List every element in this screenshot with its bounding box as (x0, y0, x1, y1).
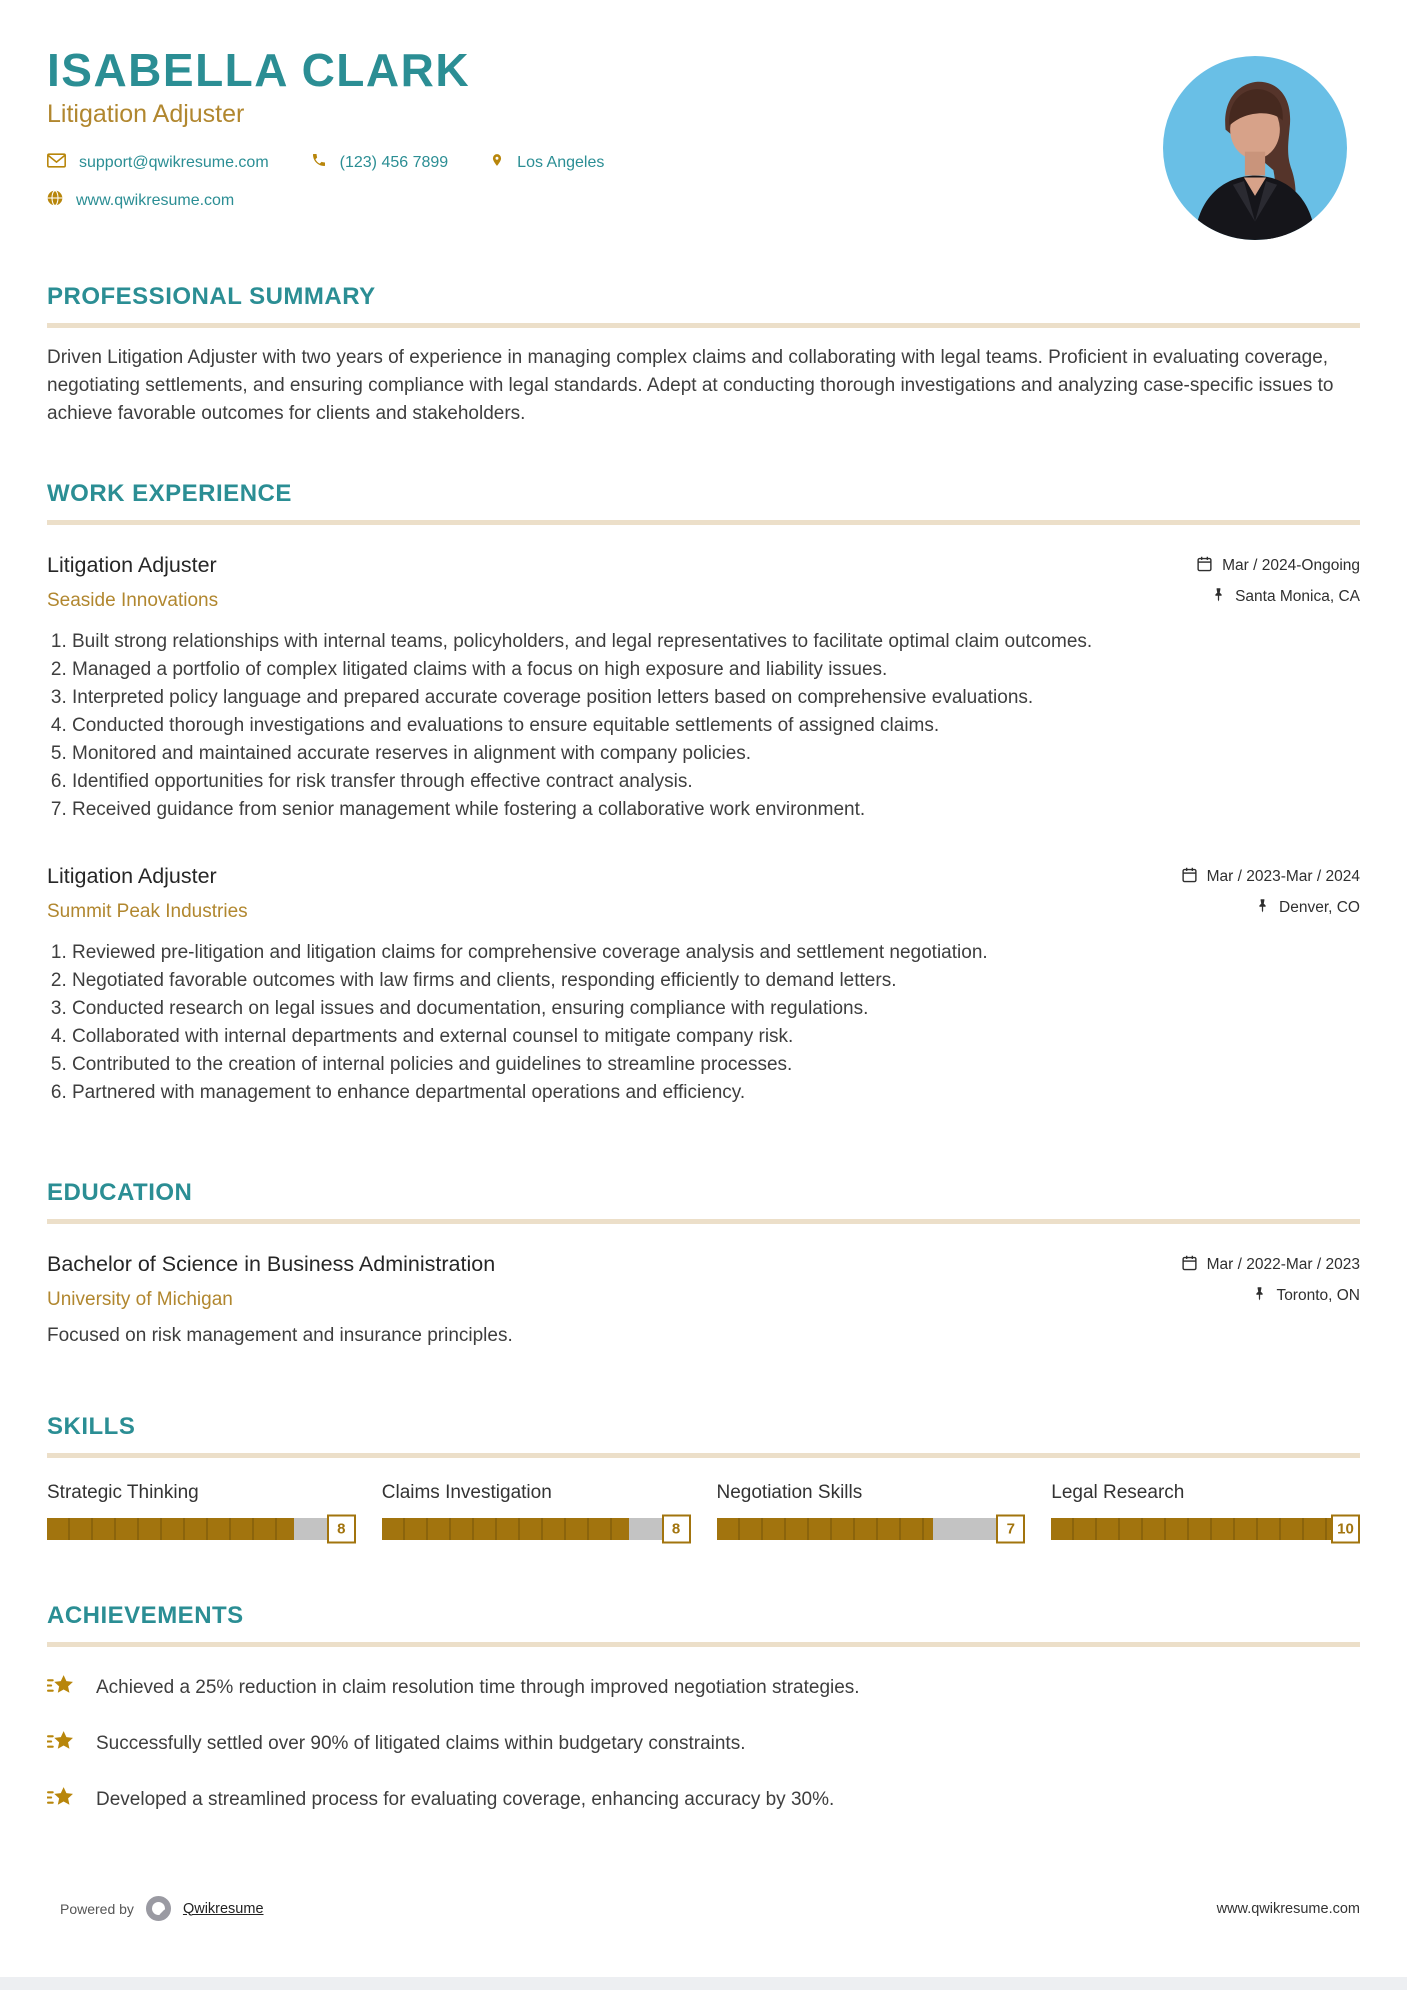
job-bullet: 2. Negotiated favorable outcomes with law firms and clients, responding efficiently to demand letters. (72, 967, 1360, 995)
job-bullet: 3. Interpreted policy language and prepared accurate coverage position letters based on comprehensive evaluations. (72, 684, 1360, 712)
education-location-text: Toronto, ON (1276, 1287, 1360, 1304)
achievement-text: Developed a streamlined process for evaluating coverage, enhancing accuracy by 30%. (96, 1789, 835, 1810)
job-bullet: 5. Contributed to the creation of internal policies and guidelines to streamline processes. (72, 1051, 1360, 1079)
job-bullet: 6. Identified opportunities for risk transfer through effective contract analysis. (72, 768, 1360, 796)
education-dates-text: Mar / 2022-Mar / 2023 (1206, 1256, 1360, 1273)
shooting-star-icon (47, 1729, 74, 1759)
job-2-meta (1181, 864, 1360, 918)
job-1-titles (47, 553, 218, 612)
job-location-text: Santa Monica, CA (1235, 588, 1360, 605)
achievement-item (47, 1729, 1360, 1759)
footer-branding (60, 1896, 264, 1921)
contact-row-1 (47, 151, 604, 174)
education-dates (1181, 1254, 1360, 1276)
job-location (1255, 898, 1360, 918)
globe-icon (47, 190, 63, 211)
section-professional-summary (47, 283, 1360, 428)
header (47, 46, 1360, 245)
email-value: support@qwikresume.com (79, 153, 269, 171)
job-dates (1196, 555, 1360, 577)
section-work-experience (47, 480, 1360, 1107)
education-titles (47, 1252, 495, 1311)
job-bullet: 1. Reviewed pre-litigation and litigation claims for comprehensive coverage analysis and settlement negotiation. (72, 939, 1360, 967)
job-company: Seaside Innovations (47, 590, 219, 611)
job-title: Litigation Adjuster (47, 553, 217, 577)
section-divider (47, 1453, 1360, 1458)
achievement-item (47, 1673, 1360, 1703)
skill-name: Negotiation Skills (716, 1482, 863, 1503)
qwikresume-link[interactable]: Qwikresume (182, 1900, 264, 1917)
contact-email[interactable] (47, 153, 269, 173)
job-bullet: 4. Conducted thorough investigations and evaluations to ensure equitable settlements of assigned claims. (72, 712, 1360, 740)
skill-item (717, 1482, 1026, 1540)
school-name: University of Michigan (47, 1289, 233, 1310)
avatar (1163, 56, 1347, 240)
phone-value: (123) 456 7899 (339, 153, 449, 171)
job-entry-1 (47, 553, 1360, 824)
job-2-titles (47, 864, 248, 923)
achievements-list (47, 1673, 1360, 1815)
contact-phone[interactable] (311, 152, 449, 173)
job-bullet: 6. Partnered with management to enhance departmental operations and efficiency. (72, 1079, 1360, 1107)
skill-fill (1051, 1518, 1360, 1540)
job-entry-2 (47, 864, 1360, 1107)
location-value: Los Angeles (517, 153, 605, 171)
achievement-text: Achieved a 25% reduction in claim resolution time through improved negotiation strategies. (96, 1677, 860, 1698)
pushpin-icon (1252, 1286, 1267, 1306)
skill-level-badge: 7 (996, 1515, 1025, 1544)
job-2-bullets (52, 939, 1360, 1107)
contact-location (490, 151, 604, 174)
education-heading: EDUCATION (47, 1179, 193, 1206)
education-description: Focused on risk management and insurance principles. (47, 1325, 513, 1346)
job-location (1211, 587, 1360, 607)
achievements-heading: ACHIEVEMENTS (47, 1602, 244, 1629)
skill-fill (47, 1518, 294, 1540)
job-bullet: 1. Built strong relationships with internal teams, policyholders, and legal representatives to facilitate optimal claim outcomes. (72, 628, 1360, 656)
degree-title: Bachelor of Science in Business Administration (47, 1252, 496, 1276)
contact-row-2 (47, 190, 604, 211)
section-achievements (47, 1602, 1360, 1815)
person-name: ISABELLA CLARK (47, 44, 471, 96)
summary-text: Driven Litigation Adjuster with two years of experience in managing complex claims and collaborating with legal teams. Proficient in evaluating coverage, negotiating settlements, and ensuring compliance with legal standards. Adept at conducting thorough investigations and analyzing case-specific issues to achieve favorable outcomes for clients and stakeholders. (47, 347, 1334, 424)
skill-item (47, 1482, 356, 1540)
person-job-title: Litigation Adjuster (47, 100, 245, 129)
shooting-star-icon (47, 1673, 74, 1703)
summary-heading: PROFESSIONAL SUMMARY (47, 283, 376, 310)
job-title: Litigation Adjuster (47, 864, 217, 888)
phone-icon (311, 152, 327, 173)
skill-bar (382, 1518, 691, 1540)
section-education (47, 1179, 1360, 1347)
skill-name: Strategic Thinking (47, 1482, 199, 1503)
job-1-meta (1196, 553, 1360, 607)
footer (47, 1896, 1360, 1977)
job-bullet: 7. Received guidance from senior management while fostering a collaborative work environment. (72, 796, 1360, 824)
section-divider (47, 1219, 1360, 1224)
job-location-text: Denver, CO (1279, 899, 1360, 916)
page-bottom-strip (0, 1977, 1407, 1990)
section-divider (47, 323, 1360, 328)
skill-name: Claims Investigation (381, 1482, 552, 1503)
job-bullet: 3. Conducted research on legal issues and documentation, ensuring compliance with regulations. (72, 995, 1360, 1023)
job-company: Summit Peak Industries (47, 901, 248, 922)
skill-level-badge: 8 (662, 1515, 691, 1544)
map-pin-icon (490, 151, 504, 174)
calendar-icon (1181, 866, 1198, 888)
envelope-icon (47, 153, 66, 173)
header-identity (47, 46, 604, 227)
pushpin-icon (1255, 898, 1270, 918)
powered-by-label: Powered by (60, 1900, 134, 1917)
skill-level-badge: 8 (327, 1515, 356, 1544)
calendar-icon (1181, 1254, 1198, 1276)
job-bullet: 4. Collaborated with internal departments and external counsel to mitigate company risk. (72, 1023, 1360, 1051)
skill-bar (717, 1518, 1026, 1540)
job-dates (1181, 866, 1360, 888)
profile-photo (1163, 56, 1347, 245)
skill-level-badge: 10 (1331, 1515, 1360, 1544)
education-meta (1181, 1252, 1360, 1306)
website-value: www.qwikresume.com (76, 191, 235, 209)
job-bullet: 2. Managed a portfolio of complex litigated claims with a focus on high exposure and liability issues. (72, 656, 1360, 684)
education-entry (47, 1252, 1360, 1347)
section-divider (47, 1642, 1360, 1647)
skills-grid (47, 1482, 1360, 1540)
section-skills (47, 1413, 1360, 1540)
skill-bar (47, 1518, 356, 1540)
skill-fill (717, 1518, 933, 1540)
job-dates-text: Mar / 2023-Mar / 2024 (1206, 868, 1360, 885)
pushpin-icon (1211, 587, 1226, 607)
contact-info (47, 151, 604, 211)
contact-website[interactable] (47, 190, 234, 211)
achievement-text: Successfully settled over 90% of litigated claims within budgetary constraints. (96, 1733, 746, 1754)
section-divider (47, 520, 1360, 525)
shooting-star-icon (47, 1785, 74, 1815)
skill-item (382, 1482, 691, 1540)
skills-heading: SKILLS (47, 1413, 136, 1440)
skill-name: Legal Research (1051, 1482, 1185, 1503)
skill-item (1051, 1482, 1360, 1540)
achievement-item (47, 1785, 1360, 1815)
job-dates-text: Mar / 2024-Ongoing (1222, 557, 1360, 574)
calendar-icon (1196, 555, 1213, 577)
education-location (1252, 1286, 1360, 1306)
experience-heading: WORK EXPERIENCE (47, 480, 292, 507)
job-bullet: 5. Monitored and maintained accurate reserves in alignment with company policies. (72, 740, 1360, 768)
footer-website[interactable]: www.qwikresume.com (1216, 1900, 1360, 1917)
qwikresume-logo-icon (146, 1896, 171, 1921)
skill-fill (382, 1518, 629, 1540)
skill-bar (1051, 1518, 1360, 1540)
job-1-bullets (52, 628, 1360, 824)
